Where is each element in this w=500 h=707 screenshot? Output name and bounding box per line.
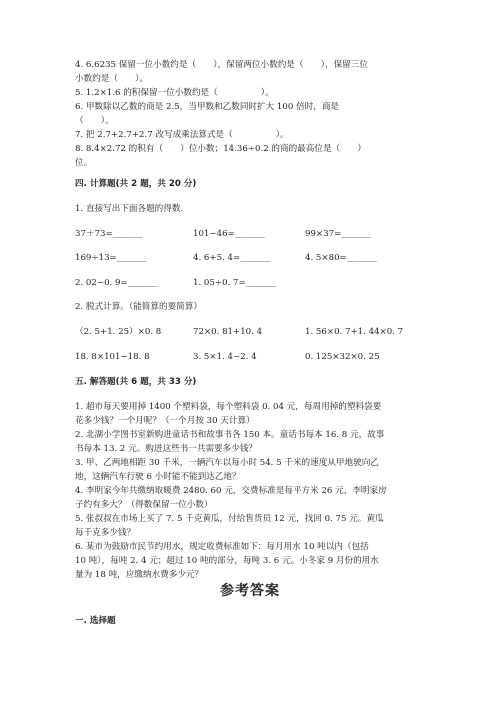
problem-line: 子约有多大？（得数保留一位小数） bbox=[75, 500, 213, 510]
question-line: 位。 bbox=[75, 158, 93, 168]
problem-line: 2. 北湖小学图书室新购进童话书和故事书各 150 本。童话书每本 16. 8 元，故事 bbox=[75, 430, 385, 440]
question-line: （ ）。 bbox=[75, 116, 114, 126]
problem-line: 10 吨），每吨 2. 4 元；超过 10 吨的部分，每吨 3. 6 元。小冬家 9 月份的用水 bbox=[75, 556, 379, 566]
question-line: 8. 8.4×2.72 的积有（ ）位小数；14.36÷0.2 的商的最高位是（ ） bbox=[75, 144, 366, 154]
oral-calc-row bbox=[75, 251, 435, 265]
step-calc-item: 1. 56×0. 7+1. 44×0. 7 bbox=[305, 327, 404, 337]
answer-key-title: 参考答案 bbox=[220, 583, 280, 599]
problem-line: 3. 甲、乙两地相距 30 千米，一辆汽车以每小时 54. 5 千米的速度从甲地驶向乙 bbox=[75, 458, 379, 468]
problem-line: 5. 张叔叔在市场上买了 7. 5 千克黄瓜，付给售货员 12 元，找回 0. 75 元。黄瓜 bbox=[75, 514, 384, 524]
question-line: 5. 1.2×1.6 的积保留一位小数约是（ ）。 bbox=[75, 88, 274, 98]
step-calc-row bbox=[75, 325, 435, 339]
sec4-q2-prompt: 2. 脱式计算。（能简算的要简算） bbox=[75, 302, 202, 312]
oral-calc-item: 2. 02−0. 9=_______ bbox=[75, 278, 158, 288]
problem-line: 每千克多少钱？ bbox=[75, 528, 136, 538]
problem-line: 地，这辆汽车行驶 6 小时能不能到达乙地？ bbox=[75, 472, 241, 482]
oral-calc-item: 4. 6+5. 4=_______ bbox=[193, 253, 271, 263]
problem-line: 6. 某市为鼓励市民节约用水，规定收费标准如下：每月用水 10 吨以内（包括 bbox=[75, 542, 369, 552]
oral-calc-row bbox=[75, 276, 435, 290]
oral-calc-item: 1. 05÷0. 7=_______ bbox=[193, 278, 276, 288]
section-4-heading: 四. 计算题(共 2 题，共 20 分) bbox=[75, 179, 197, 189]
problem-line: 量为 18 吨，应缴纳水费多少元？ bbox=[75, 570, 204, 580]
oral-calc-item: 101−46=_______ bbox=[193, 229, 265, 239]
problem-line: 花多少钱？一个月呢？（一个月按 30 天计算） bbox=[75, 416, 255, 426]
problem-line: 4. 李明家今年共缴纳取暖费 2480. 60 元，交费标准是每平方米 26 元，李明家房 bbox=[75, 486, 387, 496]
oral-calc-item: 169÷13=_______ bbox=[75, 253, 147, 263]
oral-calc-row bbox=[75, 227, 435, 241]
question-line: 7. 把 2.7+2.7+2.7 改写成乘法算式是（ ）。 bbox=[75, 130, 289, 140]
oral-calc-item: 99×37=_______ bbox=[305, 229, 372, 239]
step-calc-item: 3. 5×1. 4−2. 4 bbox=[193, 352, 257, 362]
oral-calc-item: 37＋73=_______ bbox=[75, 229, 143, 239]
step-calc-item: 18. 8×101−18. 8 bbox=[75, 352, 150, 362]
sec4-q1-prompt: 1. 直接写出下面各题的得数. bbox=[75, 204, 184, 214]
step-calc-row bbox=[75, 350, 435, 364]
problem-line: 1. 超市每天要用掉 1400 个塑料袋，每个塑料袋 0. 04 元，每周用掉的塑料袋要 bbox=[75, 402, 382, 412]
fill-in-questions-tail bbox=[75, 58, 420, 170]
oral-calc-item: 4. 5×80=_______ bbox=[305, 253, 377, 263]
problem-line: 书每本 13. 2 元。购进这些书一共需要多少钱？ bbox=[75, 444, 258, 454]
section-5-heading: 五. 解答题(共 6 题，共 33 分) bbox=[75, 377, 197, 387]
question-line: 6. 甲数除以乙数的商是 2.5，当甲数和乙数同时扩大 100 倍时，商是 bbox=[75, 102, 340, 112]
answer-section-1-heading: 一. 选择题 bbox=[75, 616, 116, 626]
word-problems bbox=[75, 400, 420, 582]
step-calc-item: 72×0. 81+10. 4 bbox=[193, 327, 263, 337]
question-line: 小数约是（ ）。 bbox=[75, 74, 149, 84]
step-calc-item: （2. 5+1. 25）×0. 8 bbox=[75, 327, 162, 337]
step-calc-item: 0. 125×32×0. 25 bbox=[305, 352, 380, 362]
question-line: 4. 6.6235 保留一位小数约是（ ），保留两位小数约是（ ），保留三位 bbox=[75, 60, 368, 70]
